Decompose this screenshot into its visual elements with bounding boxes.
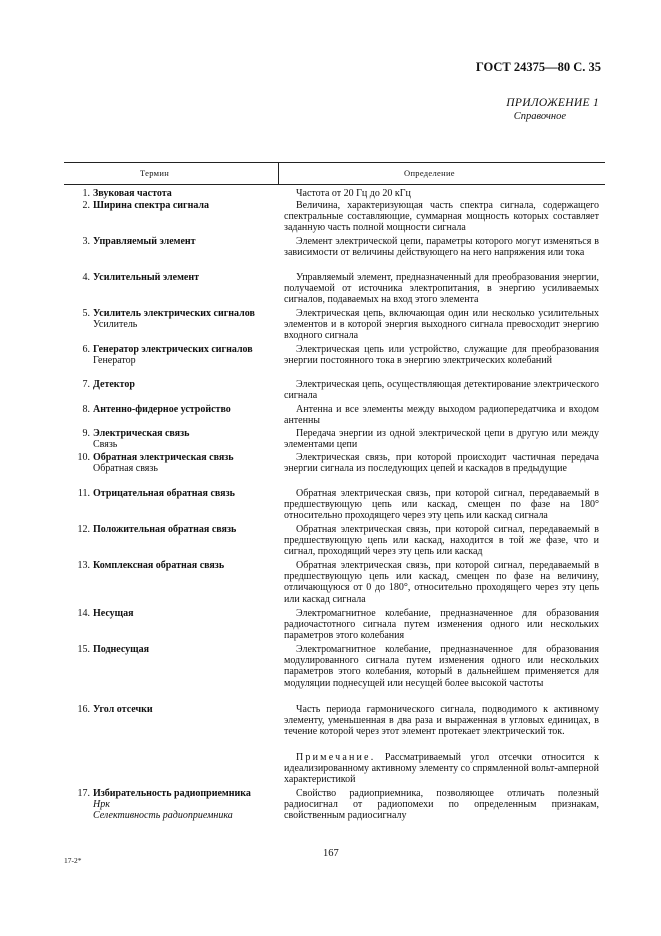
term-cell [0, 608, 262, 619]
definition-cell: Передача энергии из одной электрической цепи в другую или между элементами цепи [284, 428, 599, 451]
column-header-term: Термин [140, 168, 170, 178]
note-label: Примечание. [296, 752, 376, 763]
printer-signature: 17-2* [64, 856, 82, 865]
definition-cell: Величина, характеризующая часть спектра сигнала, содержащего спектральные составляющие, суммарная мощность которых составляет заданную часть полной мощности сигнала [284, 200, 599, 234]
term-cell [0, 188, 262, 199]
term-number: 14. [77, 608, 90, 619]
definition-cell: Электромагнитное колебание, предназначенное для образования радиочастотного сигнала путем изменения одного или нескольких параметров этого колебания [284, 608, 599, 642]
appendix-note: Справочное [513, 111, 566, 122]
term-number: 2. [82, 200, 90, 211]
term-cell [0, 272, 262, 283]
term-number: 4. [82, 272, 90, 283]
term-number: 3. [82, 236, 90, 247]
definition-cell: Элемент электрической цепи, параметры которого могут изменяться в зависимости от величины действующего на него напряжения или тока [284, 236, 599, 259]
definition-cell: Обратная электрическая связь, при которой сигнал, передаваемый в предшествующую цепь или каскад, находится в той же фазе, что и сигнал, проходящий через эту цепь или каскад [284, 524, 599, 558]
term-cell [0, 200, 262, 211]
definition-cell: Электрическая цепь, включающая один или несколько усилительных элементов и в которой энергия выходного сигнала превосходит энергию входного сигнала [284, 308, 599, 342]
term-cell [0, 236, 262, 247]
term-number: 17. [77, 788, 90, 799]
term-name: Антенно-фидерное устройство [93, 404, 231, 415]
note-text [284, 752, 599, 786]
term-cell [0, 379, 262, 390]
term-cell [0, 560, 262, 571]
term-synonym: Селективность радиоприемника [93, 810, 233, 822]
term-cell [0, 404, 262, 415]
standard-header: ГОСТ 24375—80 С. 35 [475, 60, 601, 74]
column-divider [278, 162, 279, 184]
term-number: 16. [77, 704, 90, 715]
definition-cell: Электрическая цепь или устройство, служащие для преобразования энергии постоянного тока в энергию электрических колебаний [284, 344, 599, 367]
term-name: Положительная обратная связь [93, 524, 237, 535]
term-synonym: Усилитель [93, 319, 138, 331]
term-cell [0, 788, 262, 822]
term-cell [0, 488, 262, 499]
term-number: 6. [82, 344, 90, 355]
term-synonym: Обратная связь [93, 463, 158, 475]
term-number: 13. [77, 560, 90, 571]
term-cell [0, 452, 262, 474]
column-header-definition: Определение [404, 168, 455, 178]
term-name: Обратная электрическая связь [93, 452, 234, 463]
definition-cell: Свойство радиоприемника, позволяющее отличать полезный радиосигнал от радиопомехи по определенным признакам, свойственным радиосигналу [284, 788, 599, 822]
term-name: Несущая [93, 608, 134, 619]
definition-cell: Часть периода гармонического сигнала, подводимого к активному элементу, уменьшенная в два раза и выраженная в угловых единицах, в течение которой через этот элемент протекает электрический ток. [284, 704, 599, 738]
term-cell [0, 344, 262, 366]
definition-cell: Антенна и все элементы между выходом радиопередатчика и входом антенны [284, 404, 599, 427]
term-number: 11. [77, 488, 90, 499]
term-number: 12. [77, 524, 90, 535]
term-number: 8. [82, 404, 90, 415]
term-cell [0, 428, 262, 450]
term-synonym: Генератор [93, 355, 136, 367]
term-number: 7. [82, 379, 90, 390]
term-name: Электрическая связь [93, 428, 190, 439]
definition-cell: Управляемый элемент, предназначенный для преобразования энергии, получаемой от источника электропитания, в энергию усиливаемых сигналов, подаваемых на вход этого элемента [284, 272, 599, 306]
term-number: 5. [82, 308, 90, 319]
term-cell [0, 704, 262, 715]
term-name: Усилитель электрических сигналов [93, 308, 255, 319]
definition-cell: Электрическая цепь, осуществляющая детектирование электрического сигнала [284, 379, 599, 402]
term-number: 10. [77, 452, 90, 463]
definition-cell: Частота от 20 Гц до 20 кГц [296, 188, 411, 199]
table-top-rule [64, 162, 605, 163]
term-name: Управляемый элемент [93, 236, 196, 247]
note-body: Рассматриваемый угол отсечки относится к идеализированному активному элементу со спрямленной вольт-амперной характеристикой [284, 752, 599, 786]
term-number: 1. [82, 188, 90, 199]
term-number: 15. [77, 644, 90, 655]
term-name: Поднесущая [93, 644, 150, 655]
term-number: 9. [82, 428, 90, 439]
definition-cell: Обратная электрическая связь, при которой сигнал, передаваемый в предшествующую цепь или каскад, смещен по фазе на 180° относительно проходящего через эту цепь или каскад сигнала [284, 488, 599, 522]
term-name: Звуковая частота [93, 188, 172, 199]
term-cell [0, 308, 262, 330]
appendix-title: ПРИЛОЖЕНИЕ 1 [506, 97, 599, 109]
definition-cell: Обратная электрическая связь, при которой сигнал, передаваемый в предшествующую цепь или каскад, смещен по фазе на величину, отличающуюся от 0 до 180°, относительно проходящего через эту цепь или каскад сигнала [284, 560, 599, 605]
term-synonym: Связь [93, 439, 118, 451]
term-name: Усилительный элемент [93, 272, 200, 283]
definition-cell: Электромагнитное колебание, предназначенное для образования модулированного сигнала путем изменения одного или нескольких параметров этого колебания, который в дальнейшем применяется для модуляции поднесущей или несущей более высокой частоты [284, 644, 599, 689]
term-name: Угол отсечки [93, 704, 153, 715]
term-name: Отрицательная обратная связь [93, 488, 235, 499]
term-name: Ширина спектра сигнала [93, 200, 210, 211]
term-cell [0, 524, 262, 535]
term-name: Детектор [93, 379, 135, 390]
term-name: Комплексная обратная связь [93, 560, 225, 571]
page-number: 167 [323, 848, 339, 859]
term-name: Избирательность радиоприемника [93, 788, 251, 799]
table-header-rule [64, 184, 605, 185]
term-abbreviation: Нрк [93, 799, 110, 811]
term-name: Генератор электрических сигналов [93, 344, 253, 355]
definition-cell: Электрическая связь, при которой происходит частичная передача энергии сигнала из последующих цепей и каскадов в предыдущие [284, 452, 599, 475]
term-cell [0, 644, 262, 655]
